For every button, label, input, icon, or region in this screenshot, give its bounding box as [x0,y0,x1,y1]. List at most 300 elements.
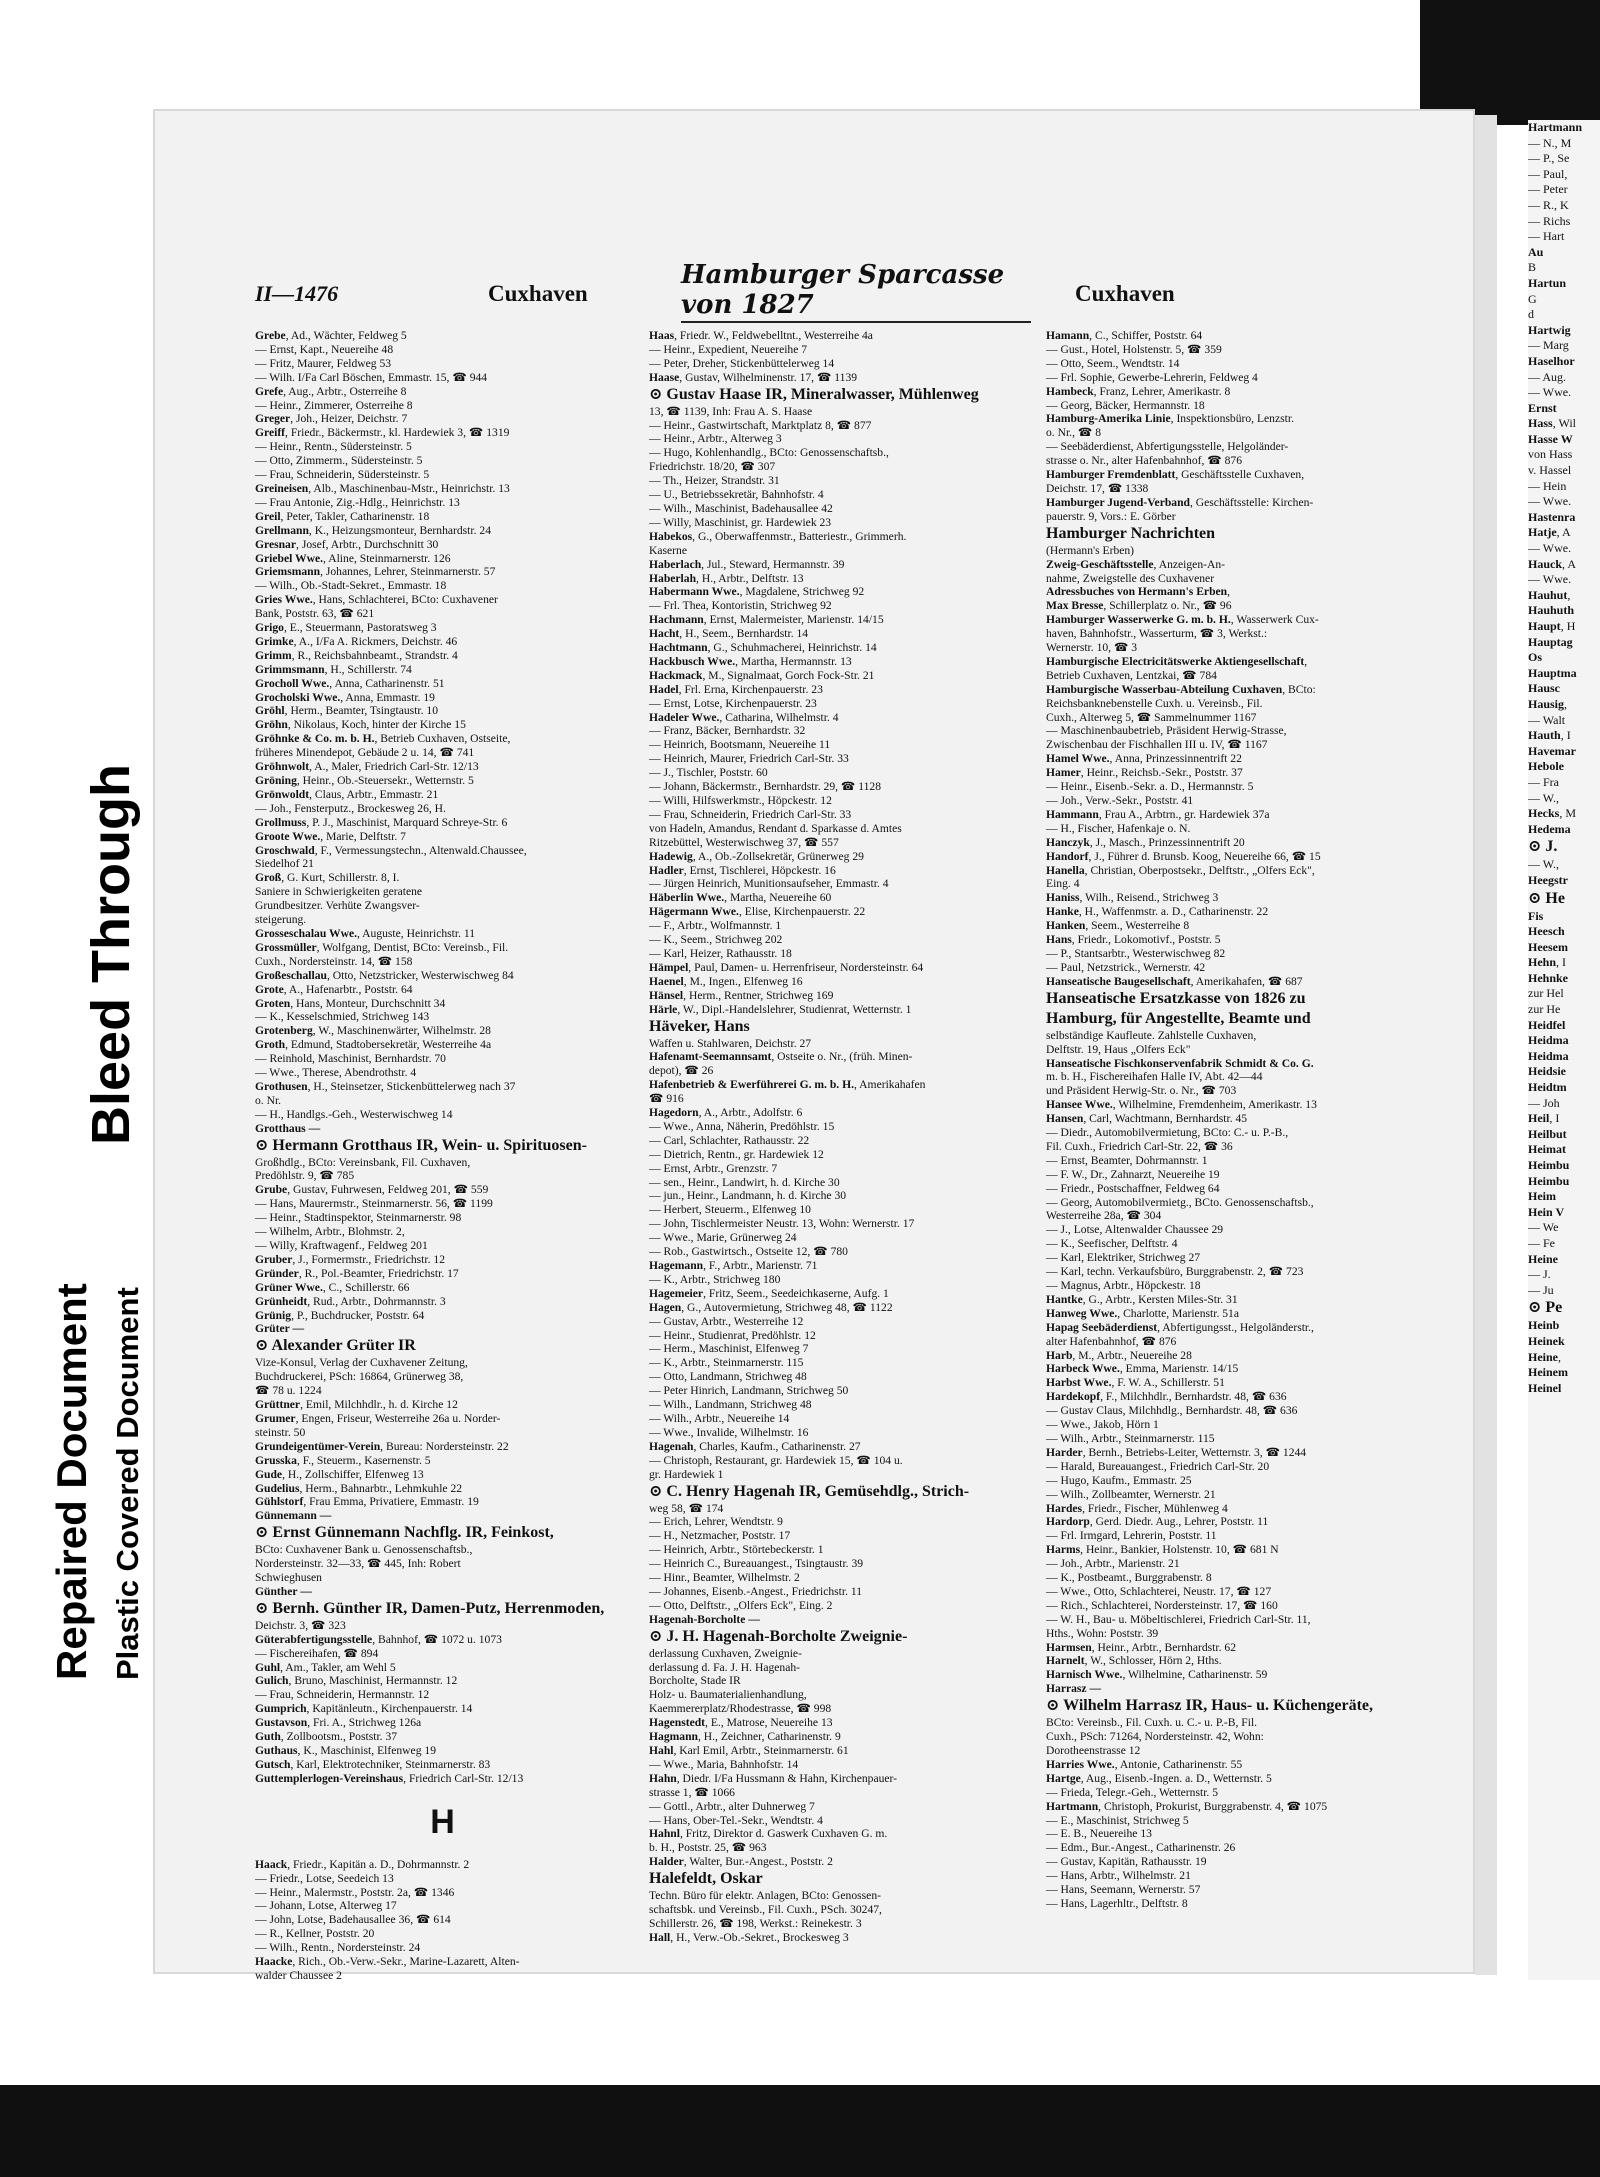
directory-entry: Hall, H., Verw.-Ob.-Sekret., Brockesweg 3 [649,1930,849,1944]
directory-entry: — Hinr., Beamter, Wilhelmstr. 2 [649,1571,800,1585]
directory-entry: Heesem [1528,939,1568,954]
directory-entry: — K., Arbtr., Strichweg 180 [649,1272,781,1286]
directory-entry: Friedrichstr. 18/20, ☎ 307 [649,460,776,474]
directory-entry: Hambeck, Franz, Lehrer, Amerikastr. 8 [1046,384,1231,398]
directory-entry: Hanseatische Fischkonservenfabrik Schmidt & Co. G. [1046,1056,1314,1070]
directory-entry: Siedelhof 21 [255,857,314,871]
directory-entry: — Johannes, Eisenb.-Angest., Friedrichstr. 11 [649,1584,863,1598]
directory-entry: Heil, I [1528,1111,1560,1126]
directory-entry: Hagenah, Charles, Kaufm., Catharinenstr. 27 [649,1439,861,1453]
directory-entry: Bank, Poststr. 63, ☎ 621 [255,607,375,621]
directory-entry: — Heinr., Arbtr., Alterweg 3 [649,432,782,446]
directory-entry: — Karl, Heizer, Rathausstr. 18 [649,946,792,960]
directory-entry: Hartun [1528,275,1567,290]
directory-entry: Hauhuth [1528,603,1575,618]
directory-entry: Gudelius, Herm., Bahnarbtr., Lehmkuhle 22 [255,1481,463,1495]
directory-entry: Hamburger Nachrichten [1046,524,1216,542]
directory-entry: Gumprich, Kapitänleutn., Kirchenpauerstr. 14 [255,1702,473,1716]
directory-entry: — W. H., Bau- u. Möbeltischlerei, Friedrich Carl-Str. 11, [1046,1612,1311,1626]
directory-entry: Haupt, H [1528,619,1576,633]
directory-entry: Hein V [1528,1204,1565,1219]
directory-entry: Harder, Bernh., Betriebs-Leiter, Wetternstr. 3, ☎ 1244 [1046,1445,1307,1459]
directory-entry: Vize-Konsul, Verlag der Cuxhavener Zeitung, [255,1356,468,1370]
directory-entry: — Jürgen Heinrich, Munitionsaufseher, Emmastr. 4 [649,877,889,891]
directory-entry: Hagemann, F., Arbtr., Marienstr. 71 [649,1259,818,1272]
directory-entry: B [1528,260,1537,275]
directory-entry: Greger, Joh., Heizer, Deichstr. 7 [255,412,408,426]
directory-entry: weg 58, ☎ 174 [649,1501,724,1515]
directory-entry: Hanseatische Baugesellschaft, Amerikahafen, ☎ 687 [1046,974,1303,988]
directory-entry: Grimm, R., Reichsbahnbeamt., Strandstr. 4 [255,648,458,662]
directory-entry: Hagenstedt, E., Matrose, Neuereihe 13 [649,1716,833,1730]
directory-entry: ⊙ Ernst Günnemann Nachflg. IR, Feinkost, [255,1524,554,1542]
directory-entry: Grundbesitzer. Verhüte Zwangsver- [255,899,420,913]
directory-entry: derlassung Cuxhaven, Zweignie- [649,1646,802,1660]
directory-entry: — Johann, Lotse, Alterweg 17 [255,1899,397,1913]
directory-entry: Wernerstr. 10, ☎ 3 [1046,641,1138,655]
directory-entry: zur He [1528,1002,1561,1017]
directory-entry: — P., Stantsarbtr., Westerwischweg 82 [1046,946,1226,960]
directory-entry: gr. Hardewiek 1 [649,1467,724,1481]
directory-entry: Haberlach, Jul., Steward, Hermannstr. 39 [649,557,845,571]
directory-entry: Griebel Wwe., Aline, Steinmarnerstr. 126 [255,551,451,565]
directory-entry: — Wwe., Therese, Abendrothstr. 4 [255,1066,417,1080]
directory-entry: Hadel, Frl. Erna, Kirchenpauerstr. 23 [649,682,823,696]
directory-entry: — Ju [1528,1282,1554,1297]
directory-entry: Grosseschalau Wwe., Auguste, Heinrichstr. 11 [255,926,476,940]
directory-entry: — J., Lotse, Altenwalder Chaussee 29 [1046,1223,1224,1237]
directory-entry: — Th., Heizer, Strandstr. 31 [649,474,780,488]
directory-entry: Hanweg Wwe., Charlotte, Marienstr. 51a [1046,1306,1239,1320]
directory-entry: Hardorp, Gerd. Diedr. Aug., Lehrer, Poststr. 11 [1046,1515,1269,1529]
side-label-repaired: Repaired Document [48,1283,95,1680]
directory-entry: — Wilh., Maschinist, Badehausallee 42 [649,501,833,515]
directory-entry: Heesch [1528,924,1565,939]
directory-entry: — Heinrich, Maurer, Friedrich Carl-Str. 33 [649,752,849,766]
directory-entry: Waffen u. Stahlwaren, Deichstr. 27 [649,1036,812,1050]
directory-entry: ⊙ J. [1528,838,1558,856]
directory-entry: — Otto, Zimmerm., Südersteinstr. 5 [255,454,423,468]
directory-entry: Hedema [1528,821,1571,836]
directory-entry: — J. [1528,1267,1551,1282]
directory-entry: Deichstr. 17, ☎ 1338 [1046,481,1149,495]
directory-entry: Harrasz — [1046,1682,1102,1696]
directory-entry: ⊙ Gustav Haase IR, Mineralwasser, Mühlenweg [649,385,979,403]
directory-entry: Groten, Hans, Monteur, Durchschnitt 34 [255,996,446,1010]
directory-entry: Grollmuss, P. J., Maschinist, Marquard Schreye-Str. 6 [255,815,508,829]
directory-entry: — Paul, [1528,166,1568,181]
directory-entry: — F., Arbtr., Wolfmannstr. 1 [649,919,782,933]
directory-entry: — Hans, Ober-Tel.-Sekr., Wendtstr. 4 [649,1813,823,1827]
directory-entry: — Willy, Kraftwagenf., Feldweg 201 [255,1239,428,1252]
directory-entry: — Hart [1528,229,1565,244]
directory-entry: — Wwe. [1528,572,1572,587]
directory-entry: Hasse W [1528,431,1573,446]
directory-entry: von Hadeln, Amandus, Rendant d. Sparkasse d. Amtes [649,821,902,835]
directory-entry: Hadewig, A., Ob.-Zollsekretär, Grünerweg 29 [649,849,864,863]
directory-entry: Grüner Wwe., C., Schillerstr. 66 [255,1280,410,1294]
directory-entry: — sen., Heinr., Landwirt, h. d. Kirche 30 [649,1175,840,1189]
directory-entry: — Magnus, Arbtr., Höpckestr. 18 [1046,1279,1201,1292]
directory-entry: schaftsbk. und Vereinsb., Fil. Cuxh., PSch. 30247, [649,1903,882,1917]
directory-entry: Heegstr [1528,872,1568,887]
directory-entry: Grebe, Ad., Wächter, Feldweg 5 [255,329,407,342]
directory-entry: Großhdlg., BCto: Vereinsbank, Fil. Cuxhaven, [255,1155,471,1169]
directory-entry: (Hermann's Erben) [1046,543,1135,557]
directory-entry: — Wwe., Otto, Schlachterei, Neustr. 17, ☎ 127 [1046,1584,1272,1598]
directory-entry: Hagedorn, A., Arbtr., Adolfstr. 6 [649,1106,803,1120]
directory-entry: Hahl, Karl Emil, Arbtr., Steinmarnerstr. 61 [649,1744,849,1757]
directory-entry: Hardes, Friedr., Fischer, Mühlenweg 4 [1046,1501,1228,1515]
directory-entry: — Heinrich C., Bureauangest., Tsingtaustr. 39 [649,1557,864,1571]
directory-entry: Hagen, G., Autovermietung, Strichweg 48, ☎ 1122 [649,1300,893,1314]
directory-entry: Grimmsmann, H., Schillerstr. 74 [255,662,412,676]
directory-entry: Haase, Gustav, Wilhelminenstr. 17, ☎ 1139 [649,370,858,384]
directory-entry: — Wilh., Zollbeamter, Wernerstr. 21 [1046,1487,1216,1501]
directory-entry: Hartwig [1528,322,1571,337]
directory-entry: Harnelt, W., Schlosser, Hörn 2, Hths. [1046,1654,1222,1668]
directory-entry: — N., M [1528,135,1572,150]
section-letter-heading: H [430,1802,455,1841]
directory-entry: Heidma [1528,1033,1569,1048]
directory-entry: selbständige Kaufleute. Zahlstelle Cuxhaven, [1046,1028,1257,1042]
directory-entry: — Richs [1528,213,1571,228]
directory-entry: — Aug. [1528,369,1567,384]
directory-entry: Hamburg, für Angestellte, Beamte und [1046,1009,1311,1027]
directory-entry: Grönwoldt, Claus, Arbtr., Emmastr. 21 [255,787,439,801]
directory-entry: Harmsen, Heinr., Arbtr., Bernhardstr. 62 [1046,1640,1236,1654]
directory-entry: Hardekopf, F., Milchhdlr., Bernhardstr. 48, ☎ 636 [1046,1390,1287,1404]
directory-entry: Harbeck Wwe., Emma, Marienstr. 14/15 [1046,1362,1239,1376]
directory-entry: Harb, M., Arbtr., Neuereihe 28 [1046,1348,1192,1362]
directory-entry: — K., Seefischer, Delftstr. 4 [1046,1237,1178,1251]
side-label-plastic: Plastic Covered Document [110,1287,145,1680]
directory-entry: Hadeler Wwe., Catharina, Wilhelmstr. 4 [649,710,839,724]
directory-entry: Hansee Wwe., Wilhelmine, Fremdenheim, Amerikastr. 13 [1046,1098,1317,1112]
directory-entry: — Frau, Schneiderin, Südersteinstr. 5 [255,468,430,482]
directory-entry: — Frau, Schneiderin, Friedrich Carl-Str. 33 [649,807,852,821]
directory-entry: Hagmann, H., Zeichner, Catharinenstr. 9 [649,1730,841,1744]
directory-entry: — Heinrich, Arbtr., Störtebeckerstr. 1 [649,1543,824,1557]
directory-entry: — Wilh. I/Fa Carl Böschen, Emmastr. 15, ☎ 944 [255,370,488,384]
directory-entry: — Erich, Lehrer, Wendtstr. 9 [649,1515,783,1529]
directory-entry: Havemar [1528,743,1576,758]
directory-entry: Hamel Wwe., Anna, Prinzessinnentrift 22 [1046,752,1242,766]
directory-entry: — Hugo, Kaufm., Emmastr. 25 [1046,1473,1192,1487]
directory-entry: Schillerstr. 26, ☎ 198, Werkst.: Reinekestr. 3 [649,1916,862,1930]
directory-entry: Heinb [1528,1318,1560,1333]
directory-entry: — Wilh., Arbtr., Neuereihe 14 [649,1411,790,1425]
directory-entry: Borcholte, Stade IR [649,1674,741,1688]
directory-entry: Häveker, Hans [649,1017,750,1035]
directory-entry: Hackbusch Wwe., Martha, Hermannstr. 13 [649,654,852,668]
directory-entry: — Karl, Elektriker, Strichweg 27 [1046,1251,1201,1265]
directory-entry: Handorf, J., Führer d. Brunsb. Koog, Neuereihe 66, ☎ 15 [1046,849,1321,863]
directory-entry: Hansen, Carl, Wachtmann, Bernhardstr. 45 [1046,1112,1248,1126]
directory-entry: — Edm., Bur.-Angest., Catharinenstr. 26 [1046,1841,1236,1855]
directory-entry: Grellmann, K., Heizungsmonteur, Bernhardstr. 24 [255,523,492,537]
directory-entry: Guttemplerlogen-Vereinshaus, Friedrich Carl-Str. 12/13 [255,1771,524,1785]
directory-entry: Hafenamt-Seemannsamt, Ostseite o. Nr., (früh. Minen- [649,1050,913,1064]
directory-entry: Haacke, Rich., Ob.-Verw.-Sekr., Marine-Lazarett, Alten- [255,1955,520,1969]
directory-entry: Grocholl Wwe., Anna, Catharinenstr. 51 [255,676,445,690]
directory-entry: Os [1528,650,1543,665]
directory-entry: Hartmann [1528,120,1582,134]
directory-entry: Grothusen, H., Steinsetzer, Stickenbüttelerweg nach 37 [255,1079,516,1093]
directory-entry: Grusska, F., Steuerm., Kasernenstr. 5 [255,1453,431,1467]
directory-entry: Großeschallau, Otto, Netzstricker, Westerwischweg 84 [255,968,514,982]
directory-entry: — Wilh., Landmann, Strichweg 48 [649,1398,812,1412]
directory-entry: — K., Arbtr., Steinmarnerstr. 115 [649,1356,804,1370]
directory-entry: Heine [1528,1251,1558,1266]
directory-entry: Gründer, R., Pol.-Beamter, Friedrichstr. 17 [255,1266,459,1280]
directory-entry: — Gustav Claus, Milchhdlg., Bernhardstr. 48, ☎ 636 [1046,1404,1298,1418]
directory-entry: — Wwe. [1528,541,1572,556]
directory-entry: — Georg, Bäcker, Hermannstr. 18 [1046,398,1205,412]
directory-entry: Hägermann Wwe., Elise, Kirchenpauerstr. 22 [649,905,866,919]
directory-entry: Guhl, Am., Takler, am Wehl 5 [255,1660,396,1674]
directory-entry: Hackmack, M., Signalmaat, Gorch Fock-Str. 21 [649,668,875,682]
directory-entry: Haberlah, H., Arbtr., Delftstr. 13 [649,571,804,585]
directory-entry: — Carl, Schlachter, Rathausstr. 22 [649,1133,810,1147]
directory-entry: — Frau Antonie, Zig.-Hdlg., Heinrichstr. 13 [255,495,460,509]
directory-entry: — K., Kesselschmied, Strichweg 143 [255,1010,430,1024]
directory-entry: — Ernst, Lotse, Kirchenpauerstr. 23 [649,696,817,710]
directory-entry: Heimbu [1528,1158,1570,1172]
directory-entry: — Wwe., Jakob, Hörn 1 [1046,1418,1159,1432]
directory-entry: — Johann, Bäckermstr., Bernhardstr. 29, ☎ 1128 [649,780,882,794]
directory-entry: Gresnar, Josef, Arbtr., Durchschnitt 30 [255,537,439,551]
directory-entry: — Rob., Gastwirtsch., Ostseite 12, ☎ 780 [649,1245,848,1259]
directory-entry: Habermann Wwe., Magdalene, Strichweg 92 [649,585,865,599]
directory-entry: Gröhnke & Co. m. b. H., Betrieb Cuxhaven, Ostseite, [255,732,511,746]
directory-entry: alter Hafenbahnhof, ☎ 876 [1046,1334,1177,1348]
directory-entry: Gulich, Bruno, Maschinist, Hermannstr. 12 [255,1674,458,1688]
directory-entry: Zwischenbau der Fischhallen III u. IV, ☎ 1167 [1046,738,1268,752]
directory-entry: Gröhn, Nikolaus, Koch, hinter der Kirche 15 [255,718,466,732]
directory-entry: — Joh., Verw.-Sekr., Poststr. 41 [1046,794,1194,807]
directory-entry: — John, Lotse, Badehausallee 36, ☎ 614 [255,1913,451,1927]
directory-entry: Schwieghusen [255,1571,322,1585]
directory-entry: Günther — [255,1584,312,1598]
column-3 [1046,329,1436,1911]
directory-entry: Gustavson, Fri. A., Strichweg 126a [255,1716,422,1730]
directory-entry: — Friedr., Postschaffner, Feldweg 64 [1046,1181,1220,1195]
directory-entry: Härle, W., Dipl.-Handelslehrer, Studienrat, Wetternstr. 1 [649,1002,912,1016]
directory-entry: Hadler, Ernst, Tischlerei, Höpckestr. 16 [649,863,836,877]
directory-entry: Heidma [1528,1048,1569,1063]
directory-entry: Max Bresse, Schillerplatz o. Nr., ☎ 96 [1046,599,1232,613]
directory-entry: Greil, Peter, Takler, Catharinenstr. 18 [255,509,430,523]
directory-entry: Fil. Cuxh., Friedrich Carl-Str. 22, ☎ 36 [1046,1139,1233,1153]
directory-entry: — Franz, Bäcker, Bernhardstr. 32 [649,724,806,738]
directory-entry: — E. B., Neuereihe 13 [1046,1827,1152,1841]
directory-entry: Grüter — [255,1322,305,1336]
directory-entry: Zweig-Geschäftsstelle, Anzeigen-An- [1046,557,1226,571]
directory-entry: Grimke, A., I/Fa A. Rickmers, Deichstr. 46 [255,634,458,648]
directory-entry: — Fe [1528,1235,1555,1250]
directory-entry: — Dietrich, Rentn., gr. Hardewiek 12 [649,1147,824,1161]
directory-entry: ⊙ Alexander Grüter IR [255,1337,416,1355]
directory-entry: strasse o. Nr., alter Hafenbahnhof, ☎ 876 [1046,454,1243,468]
directory-entry: — Herm., Maschinist, Elfenweg 7 [649,1342,809,1356]
directory-entry: Hastenra [1528,509,1576,524]
directory-entry: BCto: Cuxhavener Bank u. Genossenschaftsb., [255,1543,473,1557]
directory-entry: Griemsmann, Johannes, Lehrer, Steinmarnerstr. 57 [255,565,496,579]
directory-entry: Techn. Büro für elektr. Anlagen, BCto: Genossen- [649,1889,881,1903]
directory-entry: Grigo, E., Steuermann, Pastoratsweg 3 [255,621,437,635]
directory-entry: — Wilh., Arbtr., Steinmarnerstr. 115 [1046,1431,1215,1445]
directory-entry: — Fritz, Maurer, Feldweg 53 [255,356,392,370]
directory-entry: — Gustav, Arbtr., Westerreihe 12 [649,1314,804,1328]
next-page-fragment [1528,120,1600,1980]
directory-entry: Heilbut [1528,1126,1567,1141]
directory-entry: — Wwe. [1528,494,1572,509]
directory-entry: — Wwe., Maria, Bahnhofstr. 14 [649,1757,799,1771]
directory-entry: Gröhnwolt, A., Maler, Friedrich Carl-Str. 12/13 [255,760,479,774]
directory-entry: zur Hel [1528,986,1564,1001]
directory-entry: — Frl. Thea, Kontoristin, Strichweg 92 [649,599,832,613]
directory-entry: Cuxh., PSch: 71264, Nordersteinstr. 42, Wohn: [1046,1730,1264,1744]
directory-entry: Hänsel, Herm., Rentner, Strichweg 169 [649,988,834,1002]
directory-entry: — Hans, Maurermstr., Steinmarnerstr. 56, ☎ 1199 [255,1197,493,1211]
directory-entry: — Otto, Landmann, Strichweg 48 [649,1370,807,1384]
directory-entry: Hacht, H., Seem., Bernhardstr. 14 [649,627,809,641]
directory-entry: — K., Seem., Strichweg 202 [649,933,783,947]
directory-entry: Grossmüller, Wolfgang, Dentist, BCto: Vereinsb., Fil. [255,940,509,954]
directory-entry: — Friedr., Lotse, Seedeich 13 [255,1871,394,1885]
directory-entry: — Diedr., Automobilvermietung, BCto: C.- u. P.-B., [1046,1126,1289,1140]
directory-entry: Gutsch, Karl, Elektrotechniker, Steinmarnerstr. 83 [255,1757,491,1771]
directory-entry: von Hass [1528,447,1573,462]
directory-entry: und Präsident Herwig-Str. o. Nr., ☎ 703 [1046,1084,1237,1098]
directory-entry: Greineisen, Alb., Maschinenbau-Mstr., Heinrichstr. 13 [255,481,510,495]
directory-entry: 13, ☎ 1139, Inh: Frau A. S. Haase [649,404,813,418]
directory-entry: — Ernst, Arbtr., Grenzstr. 7 [649,1161,778,1175]
directory-entry: Heidtm [1528,1080,1567,1095]
directory-entry: Harms, Heinr., Bankier, Holstenstr. 10, ☎ 681 N [1046,1543,1279,1557]
directory-entry: Hanke, H., Waffenmstr. a. D., Catharinenstr. 22 [1046,905,1269,919]
directory-entry: — P., Se [1528,151,1570,166]
directory-entry: Grüttner, Emil, Milchhdlr., h. d. Kirche 12 [255,1398,458,1412]
page-edge [1475,115,1497,1975]
directory-entry: — Gottl., Arbtr., alter Duhnerweg 7 [649,1799,815,1813]
directory-entry: Heimbu [1528,1173,1570,1188]
city-heading-left: Cuxhaven [488,281,588,306]
directory-entry: Heinek [1528,1333,1565,1348]
directory-entry: — Gustav, Kapitän, Rathausstr. 19 [1046,1855,1207,1869]
directory-entry: — Heinr., Expedient, Neuereihe 7 [649,342,808,356]
directory-entry: Buchdruckerei, PSch: 16864, Grünerweg 38, [255,1370,464,1384]
directory-entry: Saniere in Schwierigkeiten geratene [255,885,423,899]
directory-entry: — Frl. Irmgard, Lehrerin, Poststr. 11 [1046,1529,1217,1543]
directory-entry: Heidfel [1528,1017,1566,1032]
directory-entry: — Ernst, Kapt., Neuereihe 48 [255,342,394,356]
directory-entry: Cuxh., Nordersteinstr. 14, ☎ 158 [255,954,413,968]
directory-entry: Kaemmererplatz/Rhodestrasse, ☎ 998 [649,1702,832,1716]
directory-entry: ⊙ C. Henry Hagenah IR, Gemüsehdlg., Strich- [649,1482,970,1500]
directory-entry: Hausig, [1528,696,1568,711]
directory-entry: Hämpel, Paul, Damen- u. Herrenfriseur, Nordersteinstr. 64 [649,960,924,974]
directory-entry: ⊙ Bernh. Günther IR, Damen-Putz, Herrenmoden, [255,1599,605,1617]
directory-entry: — Heinr., Stadtinspektor, Steinmarnerstr. 98 [255,1211,462,1225]
directory-entry: Au [1528,244,1544,259]
directory-entry: — Peter [1528,182,1568,197]
directory-entry: Hamburger Wasserwerke G. m. b. H., Wasserwerk Cux- [1046,613,1319,627]
directory-entry: Hehnke [1528,970,1569,985]
directory-entry: Grundeigentümer-Verein, Bureau: Nordersteinstr. 22 [255,1439,509,1453]
directory-entry: — Seebäderdienst, Abfertigungsstelle, Helgoländer- [1046,440,1289,454]
directory-entry: Hafenbetrieb & Ewerführerei G. m. b. H., Amerikahafen [649,1078,926,1092]
directory-entry: derlassung d. Fa. J. H. Hagenah- [649,1660,801,1674]
directory-entry: — Hugo, Kohlenhandlg., BCto: Genossenschaftsb., [649,446,889,460]
directory-entry: Haniss, Wilh., Reisend., Strichweg 3 [1046,891,1219,905]
directory-entry: m. b. H., Fischereihafen Halle IV, Abt. 42—44 [1046,1070,1263,1084]
scan-frame-bottom [0,2085,1600,2177]
directory-entry: ⊙ He [1528,889,1565,907]
directory-entry: o. Nr., ☎ 8 [1046,426,1102,440]
directory-entry: walder Chaussee 2 [255,1968,342,1982]
directory-entry: Hartmann, Christoph, Prokurist, Burggrabenstr. 4, ☎ 1075 [1046,1799,1328,1813]
directory-entry: — John, Tischlermeister Neustr. 13, Wohn: Wernerstr. 17 [649,1217,915,1231]
directory-entry: Hammann, Frau A., Arbtrn., gr. Hardewiek 37a [1046,807,1270,821]
directory-entry: Grünig, P., Buchdrucker, Poststr. 64 [255,1308,425,1322]
directory-entry: b. H., Poststr. 25, ☎ 963 [649,1841,767,1855]
directory-entry: Hanken, Seem., Westerreihe 8 [1046,919,1190,933]
directory-entry: — Fischereihafen, ☎ 894 [255,1646,379,1660]
directory-entry: Hamburgische Wasserbau-Abteilung Cuxhaven, BCto: [1046,682,1316,696]
directory-entry: Harbst Wwe., F. W. A., Schillerstr. 51 [1046,1376,1225,1390]
directory-entry: Hahn, Diedr. I/Fa Hussmann & Hahn, Kirchenpauer- [649,1771,898,1785]
directory-entry: o. Nr. [255,1093,282,1107]
directory-entry: — Wwe., Anna, Näherin, Predöhlstr. 15 [649,1119,835,1133]
directory-entry: Adressbuches von Hermann's Erben, [1046,585,1231,599]
directory-entry: Hebole [1528,759,1564,774]
directory-entry: — Walt [1528,712,1566,727]
directory-entry: Hausc [1528,681,1561,696]
directory-entry: depot), ☎ 26 [649,1064,714,1078]
directory-entry: Heim [1528,1189,1556,1204]
directory-entry: G [1528,291,1537,306]
directory-entry: Ernst [1528,400,1557,415]
directory-entry: — jun., Heinr., Landmann, h. d. Kirche 30 [649,1189,847,1203]
directory-entry: Reichsbanknebenstelle Cuxh. u. Vereinsb., Fil. [1046,696,1263,710]
directory-entry: Hamburg-Amerika Linie, Inspektionsbüro, Lenzstr. [1046,412,1294,426]
page-number: II—1476 [255,281,339,306]
directory-entry: Deichstr. 3, ☎ 323 [255,1618,346,1632]
city-heading-right: Cuxhaven [1075,281,1175,306]
directory-entry: Hamburgische Electricitätswerke Aktiengesellschaft, [1046,654,1308,668]
column-1 [255,329,630,1983]
directory-entry: — We [1528,1220,1559,1235]
directory-entry: — Heinr., Malermstr., Poststr. 2a, ☎ 1346 [255,1885,455,1899]
directory-entry: — Frau, Schneiderin, Hermannstr. 12 [255,1688,430,1702]
directory-entry: Haack, Friedr., Kapitän a. D., Dohrmannstr. 2 [255,1857,470,1871]
directory-entry: Grotenberg, W., Maschinenwärter, Wilhelmstr. 28 [255,1024,491,1038]
directory-entry: — Heinr., Zimmerer, Osterreihe 8 [255,398,413,412]
directory-entry: — Heinr., Gastwirtschaft, Marktplatz 8, ☎ 877 [649,418,872,432]
directory-entry: — Herbert, Steuerm., Elfenweg 10 [649,1203,811,1217]
directory-entry: — Hans, Seemann, Wernerstr. 57 [1046,1883,1201,1897]
directory-entry: — Wwe. [1528,385,1572,400]
directory-entry: steinstr. 50 [255,1425,306,1439]
directory-entry: Greiff, Friedr., Bäckermstr., kl. Hardewiek 3, ☎ 1319 [255,426,510,440]
directory-entry: haven, Bahnhofstr., Wasserturm, ☎ 3, Werkst.: [1046,627,1268,641]
directory-entry: — Frl. Sophie, Gewerbe-Lehrerin, Feldweg 4 [1046,370,1258,384]
directory-entry: Grote, A., Hafenarbtr., Poststr. 64 [255,982,413,996]
directory-entry: Guthaus, K., Maschinist, Elfenweg 19 [255,1744,436,1757]
directory-entry: — Heinrich, Bootsmann, Neuereihe 11 [649,738,831,752]
